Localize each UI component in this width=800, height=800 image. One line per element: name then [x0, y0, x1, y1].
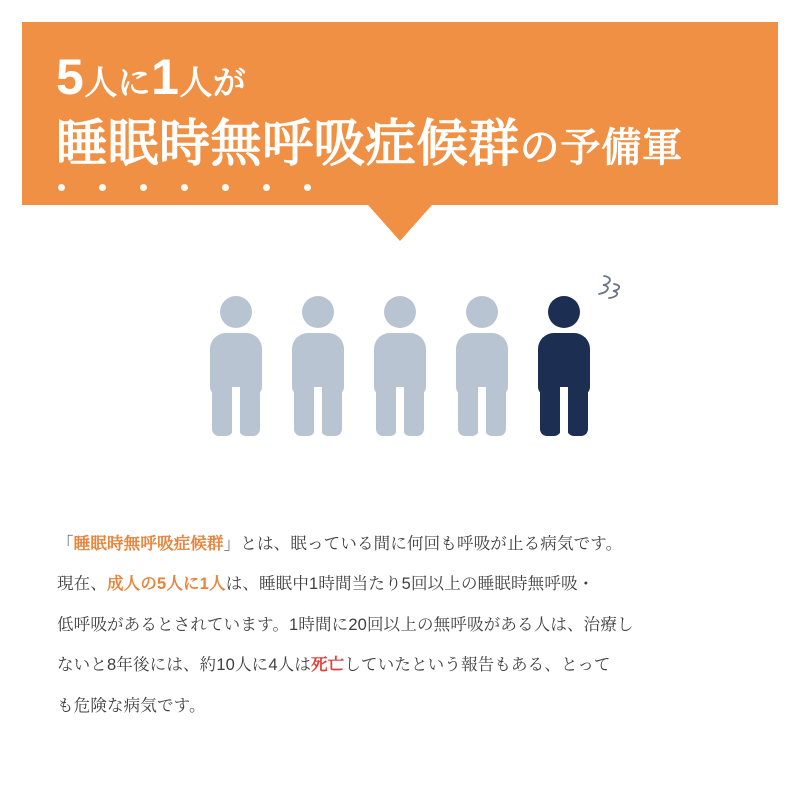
headline-tail: の予備軍	[519, 126, 683, 170]
headline-line1-mid: 人に	[84, 64, 152, 101]
person-head-icon	[302, 296, 334, 328]
snore-marks-icon	[587, 264, 631, 308]
underline-dot	[222, 184, 229, 191]
person-figure-normal	[205, 296, 267, 436]
person-body-icon	[292, 333, 344, 436]
body-copy	[57, 524, 749, 726]
headline-dotted-underline	[58, 184, 311, 191]
person-head-icon	[466, 296, 498, 328]
copy-stat-highlight: 成人の5人に1人	[107, 575, 226, 594]
copy-death-highlight: 死亡	[311, 656, 345, 675]
person-body-icon	[210, 333, 262, 436]
person-leg-left	[294, 387, 315, 436]
person-leg-gap	[560, 387, 568, 436]
person-leg-right	[567, 387, 588, 436]
person-head-icon	[220, 296, 252, 328]
banner-arrow-icon	[368, 205, 432, 241]
person-torso	[292, 333, 344, 395]
copy-line-2-lead: 現在、	[57, 575, 107, 594]
person-leg-left	[458, 387, 479, 436]
underline-dot	[181, 184, 188, 191]
copy-quote-open: 「	[57, 535, 74, 553]
underline-dot	[99, 184, 106, 191]
person-torso	[374, 333, 426, 395]
person-body-icon	[374, 333, 426, 436]
underline-dot	[140, 184, 147, 191]
underline-dot	[58, 184, 65, 191]
headline-line-2	[56, 113, 744, 175]
person-body-icon	[456, 333, 508, 436]
copy-line-4	[57, 645, 749, 685]
person-body-icon	[538, 333, 590, 436]
person-leg-left	[212, 387, 233, 436]
copy-line-1	[57, 524, 749, 564]
person-leg-right	[239, 387, 260, 436]
headline-line-1	[56, 48, 744, 107]
copy-line-2	[57, 564, 749, 604]
headline-number-five: 5	[56, 49, 85, 105]
person-leg-gap	[396, 387, 404, 436]
person-figure-normal	[287, 296, 349, 436]
copy-line-3: 低呼吸があるとされています。1時間に20回以上の無呼吸がある人は、治療し	[57, 615, 634, 634]
person-torso	[538, 333, 590, 395]
person-leg-left	[376, 387, 397, 436]
copy-line-5: も危険な病気です。	[57, 696, 206, 715]
copy-line-4-lead: ないと8年後には、約10人に4人は	[57, 656, 312, 675]
person-leg-gap	[232, 387, 240, 436]
person-torso	[456, 333, 508, 395]
person-head-icon	[384, 296, 416, 328]
people-pictogram	[0, 296, 800, 436]
person-leg-right	[403, 387, 424, 436]
person-torso	[210, 333, 262, 395]
headline-term: 睡眠時無呼吸症候群	[56, 115, 520, 172]
headline-banner	[22, 22, 778, 205]
headline-number-one: 1	[151, 49, 180, 105]
copy-line-1-rest: 」とは、眠っている間に何回も呼吸が止る病気です。	[223, 535, 623, 553]
underline-dot	[263, 184, 270, 191]
person-leg-right	[321, 387, 342, 436]
copy-term-highlight: 睡眠時無呼吸症候群	[73, 535, 224, 553]
person-figure-apnea	[533, 296, 595, 436]
person-leg-gap	[314, 387, 322, 436]
copy-line-2-rest: は、睡眠中1時間当たり5回以上の睡眠時無呼吸・	[225, 575, 595, 594]
headline-line1-suffix: 人が	[179, 64, 247, 101]
person-leg-right	[485, 387, 506, 436]
copy-line-4-rest: していたという報告もある、とって	[344, 656, 611, 675]
underline-dot	[304, 184, 311, 191]
person-figure-normal	[451, 296, 513, 436]
person-head-icon	[548, 296, 580, 328]
headline-banner-wrapper	[22, 22, 778, 205]
person-leg-gap	[478, 387, 486, 436]
person-leg-left	[540, 387, 561, 436]
person-figure-normal	[369, 296, 431, 436]
